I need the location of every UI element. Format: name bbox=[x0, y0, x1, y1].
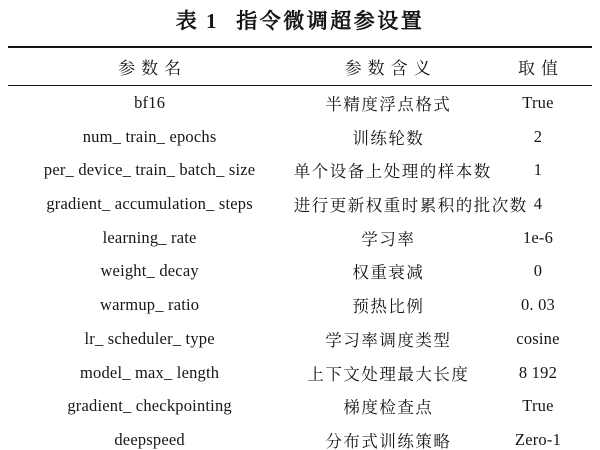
value-cell: 0. 03 bbox=[520, 295, 555, 315]
param-name-cell: num_ train_ epochs bbox=[82, 126, 217, 146]
table-caption-title: 指令微调超参设置 bbox=[236, 9, 425, 33]
param-meaning-cell: 训练轮数 bbox=[352, 128, 425, 148]
value-cell: True bbox=[522, 93, 554, 113]
table-row bbox=[8, 187, 592, 221]
param-name-cell: deepspeed bbox=[114, 429, 185, 449]
value-cell: Zero-1 bbox=[514, 429, 562, 449]
value-cell: cosine bbox=[516, 328, 560, 348]
table-caption-number: 表 1 bbox=[175, 9, 219, 33]
value-cell: 8 192 bbox=[518, 362, 558, 382]
param-meaning-cell: 梯度检查点 bbox=[343, 398, 434, 418]
param-name-cell: learning_ rate bbox=[102, 227, 197, 247]
param-meaning-cell: 学习率 bbox=[361, 229, 416, 249]
table-row bbox=[8, 288, 592, 322]
param-name-cell: warmup_ ratio bbox=[99, 295, 200, 315]
param-meaning-cell: 学习率调度类型 bbox=[325, 330, 452, 350]
param-meaning-cell: 预热比例 bbox=[352, 297, 425, 317]
param-meaning-cell: 上下文处理最大长度 bbox=[307, 364, 470, 384]
value-cell: True bbox=[522, 396, 554, 416]
param-meaning-cell: 分布式训练策略 bbox=[325, 431, 452, 450]
table-caption bbox=[8, 4, 592, 34]
header-row bbox=[8, 47, 592, 86]
value-cell: 0 bbox=[533, 261, 543, 281]
table-row bbox=[8, 423, 592, 450]
table-row bbox=[8, 255, 592, 289]
param-name-cell: gradient_ accumulation_ steps bbox=[46, 194, 253, 214]
table-row bbox=[8, 154, 592, 188]
table-row bbox=[8, 356, 592, 390]
column-header-value: 取值 bbox=[484, 47, 592, 86]
table-row bbox=[8, 120, 592, 154]
value-cell: 1e-6 bbox=[522, 227, 554, 247]
param-name-cell: weight_ decay bbox=[100, 261, 199, 281]
param-meaning-cell: 权重衰减 bbox=[352, 263, 425, 283]
param-name-cell: per_ device_ train_ batch_ size bbox=[43, 160, 256, 180]
value-cell: 4 bbox=[533, 194, 543, 214]
table-row bbox=[8, 322, 592, 356]
param-meaning-cell: 半精度浮点格式 bbox=[325, 95, 452, 115]
param-name-cell: lr_ scheduler_ type bbox=[84, 328, 215, 348]
column-header-param-meaning: 参数含义 bbox=[291, 47, 484, 86]
value-cell: 2 bbox=[533, 126, 543, 146]
hyperparameter-table bbox=[8, 46, 592, 450]
table-row bbox=[8, 86, 592, 120]
table-row bbox=[8, 221, 592, 255]
column-header-param-name: 参数名 bbox=[8, 47, 291, 86]
table-row bbox=[8, 389, 592, 423]
value-cell: 1 bbox=[533, 160, 543, 180]
param-meaning-cell: 进行更新权重时累积的批次数 bbox=[293, 196, 528, 216]
param-name-cell: bf16 bbox=[134, 93, 166, 113]
param-name-cell: model_ max_ length bbox=[79, 362, 220, 382]
param-name-cell: gradient_ checkpointing bbox=[67, 396, 232, 416]
param-meaning-cell: 单个设备上处理的样本数 bbox=[293, 162, 492, 182]
